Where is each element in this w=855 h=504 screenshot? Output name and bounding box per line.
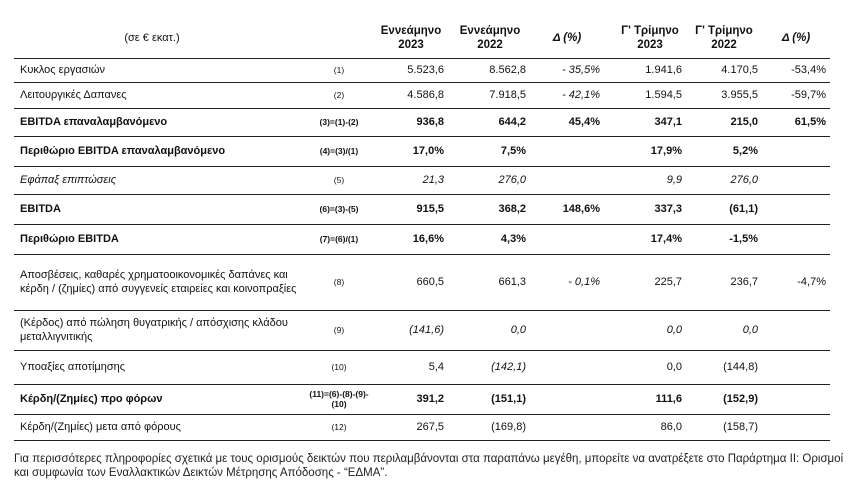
cell-n2: (142,1)	[491, 361, 526, 373]
table-row	[14, 224, 830, 255]
table-row	[14, 414, 830, 441]
cell-d1	[534, 414, 600, 440]
col-header-delta: Δ (%)	[552, 32, 582, 44]
cell-n1: 17,0%	[412, 145, 444, 157]
cell-d1	[534, 310, 600, 350]
cell-ref: (10)	[331, 362, 347, 372]
cell-q2: (144,8)	[723, 361, 758, 373]
cell-ref: (2)	[333, 90, 345, 100]
table-row	[14, 82, 830, 109]
cell-d2	[766, 136, 826, 166]
cell-d1	[534, 384, 600, 414]
cell-ref: (11)=(6)-(8)-(9)-(10)	[309, 389, 369, 409]
table-row	[14, 136, 830, 167]
unit-label: (σε € εκατ.)	[124, 32, 180, 44]
cell-q2: -1,5%	[729, 233, 758, 245]
cell-label: Περιθώριο EBITDA	[20, 233, 119, 245]
table-row	[14, 310, 830, 351]
cell-n2: 8.562,8	[489, 64, 526, 76]
cell-ref: (9)	[333, 325, 345, 335]
cell-d1: - 35,5%	[562, 64, 600, 76]
cell-q1: 1.941,6	[645, 64, 682, 76]
cell-n1: 267,5	[416, 421, 444, 433]
cell-q2: (158,7)	[723, 421, 758, 433]
cell-d1	[534, 136, 600, 166]
cell-n2: (151,1)	[491, 393, 526, 405]
cell-label: Κέρδη/(Ζημίες) προ φόρων	[20, 393, 163, 405]
cell-d1	[534, 166, 600, 194]
cell-q2: 215,0	[730, 116, 758, 128]
cell-q2: 0,0	[742, 324, 758, 336]
cell-d2: -59,7%	[791, 89, 826, 101]
cell-label: EBITDA επαναλαμβανόμενο	[20, 116, 168, 128]
cell-n1: 21,3	[422, 174, 444, 186]
cell-q2: 276,0	[730, 174, 758, 186]
cell-label: EBITDA	[20, 203, 61, 215]
table-row	[14, 384, 830, 415]
cell-q1: 225,7	[654, 276, 682, 288]
cell-d2: -4,7%	[797, 276, 826, 288]
cell-ref: (6)=(3)-(5)	[319, 204, 359, 214]
cell-q1: 86,0	[660, 421, 682, 433]
cell-n2: 0,0	[510, 324, 526, 336]
cell-d1: 148,6%	[562, 203, 600, 215]
cell-d2	[766, 350, 826, 384]
cell-ref: (3)=(1)-(2)	[319, 117, 359, 127]
cell-n2: (169,8)	[491, 421, 526, 433]
cell-n1: 5,4	[428, 361, 444, 373]
cell-d2	[766, 194, 826, 224]
table-row	[14, 194, 830, 225]
cell-q1: 0,0	[666, 361, 682, 373]
cell-ref: (4)=(3)/(1)	[319, 146, 359, 156]
cell-ref: (8)	[333, 277, 345, 287]
cell-d1	[534, 224, 600, 254]
cell-q2: (152,9)	[723, 393, 758, 405]
cell-label: Περιθώριο EBITDA επαναλαμβανόμενο	[20, 145, 226, 157]
cell-n1: 5.523,6	[407, 64, 444, 76]
cell-d2	[766, 166, 826, 194]
cell-d2	[766, 414, 826, 440]
cell-label: Λειτουργικές Δαπανες	[20, 89, 127, 101]
cell-n1: 391,2	[416, 393, 444, 405]
cell-q1: 337,3	[654, 203, 682, 215]
cell-n1: 915,5	[416, 203, 444, 215]
cell-q1: 9,9	[666, 174, 682, 186]
cell-ref: (7)=(6)/(1)	[319, 234, 359, 244]
col-header-q3-2023: Γ' Τρίμηνο 2023	[621, 25, 679, 51]
cell-d2: -53,4%	[791, 64, 826, 76]
cell-label: Εφάπαξ επιπτώσεις	[20, 174, 117, 186]
cell-d1	[534, 350, 600, 384]
col-header-delta-q: Δ (%)	[781, 32, 811, 44]
col-header-9m-2023: Εννεάμηνο 2023	[380, 25, 442, 51]
cell-q2: 236,7	[730, 276, 758, 288]
cell-n2: 644,2	[498, 116, 526, 128]
cell-q1: 347,1	[654, 116, 682, 128]
col-header-q3-2022: Γ' Τρίμηνο 2022	[695, 25, 753, 51]
cell-n1: 936,8	[416, 116, 444, 128]
cell-d1: - 42,1%	[562, 89, 600, 101]
cell-q1: 1.594,5	[645, 89, 682, 101]
cell-d1: 45,4%	[568, 116, 600, 128]
cell-ref: (12)	[331, 422, 347, 432]
cell-n1: 16,6%	[412, 233, 444, 245]
cell-d1: - 0,1%	[568, 276, 600, 288]
cell-q1: 111,6	[655, 393, 682, 405]
cell-n2: 661,3	[498, 276, 526, 288]
col-header-9m-2022: Εννεάμηνο 2022	[459, 25, 521, 51]
cell-d2	[766, 224, 826, 254]
cell-n1: 660,5	[416, 276, 444, 288]
footnote: Για περισσότερες πληροφορίες σχετικά με τους ορισμούς δεικτών που περιλαμβάνονται στα παραπάνω μεγέθη, μπορείτε να ανατρέξετε στο Παράρτημα ΙΙ: Ορισμοί και συμφωνία των Εναλλακτικών Δεικτών Μέτρησης Απόδοσης - “ΕΔΜΑ”.	[14, 453, 844, 479]
cell-n2: 368,2	[498, 203, 526, 215]
table-row	[14, 350, 830, 385]
cell-n1: 4.586,8	[407, 89, 444, 101]
cell-label: Κέρδη/(Ζημίες) μετα από φόρους	[20, 421, 181, 433]
cell-n2: 7.918,5	[489, 89, 526, 101]
cell-d2	[766, 384, 826, 414]
cell-n2: 4,3%	[500, 233, 526, 245]
cell-label: Κυκλος εργασιών	[20, 64, 106, 76]
cell-label: Αποσβέσεις, καθαρές χρηματοοικονομικές δαπάνες και κέρδη / (ζημίες) από συγγενείς εταιρείες και κοινοπραξίες	[20, 269, 297, 295]
cell-q2: 4.170,5	[721, 64, 758, 76]
cell-label: (Κέρδος) από πώληση θυγατρικής / απόσχισης κλάδου μεταλλιγνιτικής	[20, 317, 288, 343]
cell-label: Υποαξίες αποτίμησης	[20, 361, 126, 373]
cell-d2	[766, 310, 826, 350]
cell-q2: 5,2%	[732, 145, 758, 157]
cell-n2: 276,0	[498, 174, 526, 186]
cell-n1: (141,6)	[409, 324, 444, 336]
cell-q2: 3.955,5	[721, 89, 758, 101]
table-row	[14, 166, 830, 195]
cell-n2: 7,5%	[500, 145, 526, 157]
table-row	[14, 108, 830, 137]
cell-d2: 61,5%	[794, 116, 826, 128]
cell-ref: (1)	[333, 65, 345, 75]
cell-ref: (5)	[333, 175, 345, 185]
cell-q1: 0,0	[666, 324, 682, 336]
table-row	[14, 254, 830, 311]
cell-q1: 17,9%	[650, 145, 682, 157]
table-row	[14, 58, 830, 83]
table-header	[14, 18, 830, 59]
cell-q2: (61,1)	[729, 203, 758, 215]
cell-q1: 17,4%	[650, 233, 682, 245]
